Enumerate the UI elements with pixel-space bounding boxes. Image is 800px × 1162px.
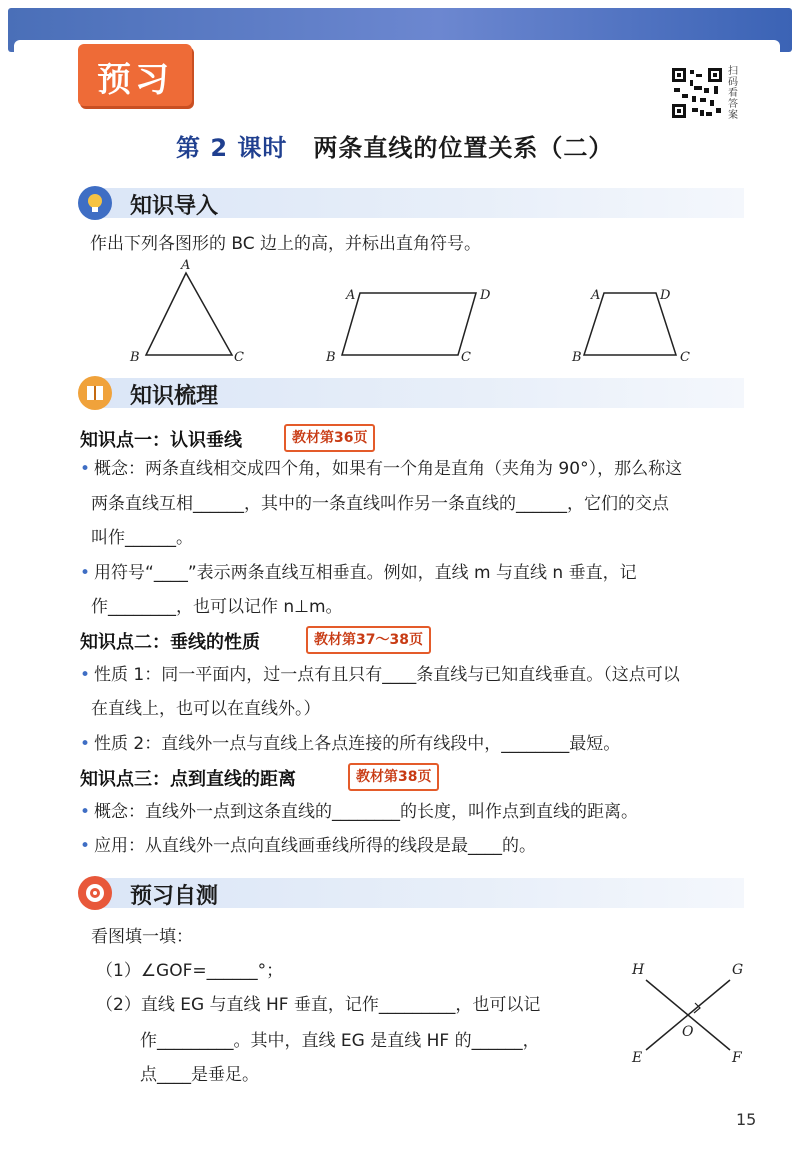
label-g: G [732, 962, 744, 978]
kp1-line4: • 用符号“____”表示两条直线互相垂直。例如，直线 m 与直线 n 垂直，记 [80, 563, 637, 583]
target-icon [78, 876, 112, 910]
label-f: F [732, 1050, 742, 1066]
exercise-q2-line2: 作_________。其中，直线 EG 是直线 HF 的______， [140, 1031, 540, 1051]
book-icon [78, 376, 112, 410]
parallelogram-figure [342, 293, 476, 355]
exercise-q1: （1）∠GOF=______°； [96, 961, 284, 981]
kp2-line1: • 性质 1：同一平面内，过一点有且只有____条直线与已知直线垂直。（这点可以 [80, 665, 680, 685]
lightbulb-icon [78, 186, 112, 220]
page-number: 15 [736, 1110, 757, 1129]
kp1-line1: • 概念：两条直线相交成四个角，如果有一个角是直角（夹角为 90°），那么称这 [80, 459, 683, 479]
label-o: O [682, 1024, 694, 1040]
triangle-label-b: B [130, 350, 140, 365]
kp3-title: 知识点三：点到直线的距离 [80, 769, 296, 790]
parallelogram-label-b: B [326, 350, 336, 365]
lesson-number: 第 2 课时 [176, 134, 288, 162]
label-h: H [632, 962, 645, 978]
trapezoid-label-d: D [660, 288, 671, 303]
trapezoid-label-b: B [572, 350, 582, 365]
preview-tag-label: 预习 [97, 60, 173, 100]
section-self-test [78, 878, 744, 908]
exercise-q2-line3: 点____是垂足。 [140, 1065, 259, 1085]
parallelogram-label-c: C [461, 350, 471, 365]
kp1-title: 知识点一：认识垂线 [80, 430, 242, 451]
triangle-figure [146, 273, 232, 355]
intro-instruction: 作出下列各图形的 BC 边上的高，并标出直角符号。 [90, 234, 482, 254]
section-intro-title: 知识导入 [130, 194, 219, 219]
trapezoid-label-a: A [591, 288, 601, 303]
lesson-title [176, 128, 613, 163]
kp2-line3: • 性质 2：直线外一点与直线上各点连接的所有线段中，________最短。 [80, 734, 621, 754]
triangle-label-c: C [234, 350, 244, 365]
kp1-line5: 作________，也可以记作 n⊥m。 [91, 597, 343, 617]
kp1-textbook-badge: 教材第36页 [284, 424, 375, 452]
trapezoid-label-c: C [680, 350, 690, 365]
kp2-textbook-badge: 教材第37～38页 [306, 626, 431, 654]
scan-answer-text: 扫码看答案 [728, 66, 738, 121]
qr-code-icon[interactable] [670, 66, 724, 120]
kp3-line2: • 应用：从直线外一点向直线画垂线所得的线段是最____的。 [80, 836, 537, 856]
intro-figures [120, 255, 740, 370]
kp1-line2: 两条直线互相______，其中的一条直线叫作另一条直线的______，它们的交点 [91, 494, 669, 514]
kp2-line2: 在直线上，也可以在直线外。） [91, 699, 321, 719]
kp2-title: 知识点二：垂线的性质 [80, 632, 260, 653]
triangle-label-a: A [181, 258, 191, 273]
kp1-line3: 叫作______。 [91, 528, 193, 548]
exercise-intro: 看图填一填： [91, 927, 193, 947]
label-e: E [632, 1050, 643, 1066]
parallelogram-label-d: D [480, 288, 491, 303]
parallelogram-label-a: A [346, 288, 356, 303]
section-self-test-title: 预习自测 [130, 884, 219, 909]
section-review [78, 378, 744, 408]
section-intro [78, 188, 744, 218]
kp3-textbook-badge: 教材第38页 [348, 763, 439, 791]
section-review-title: 知识梳理 [130, 384, 219, 409]
perpendicular-figure [628, 958, 758, 1070]
lesson-topic: 两条直线的位置关系（二） [313, 134, 614, 162]
preview-tag [78, 44, 192, 106]
kp3-line1: • 概念：直线外一点到这条直线的________的长度，叫作点到直线的距离。 [80, 802, 639, 822]
exercise-q2-line1: （2）直线 EG 与直线 HF 垂直，记作_________，也可以记 [96, 995, 541, 1015]
